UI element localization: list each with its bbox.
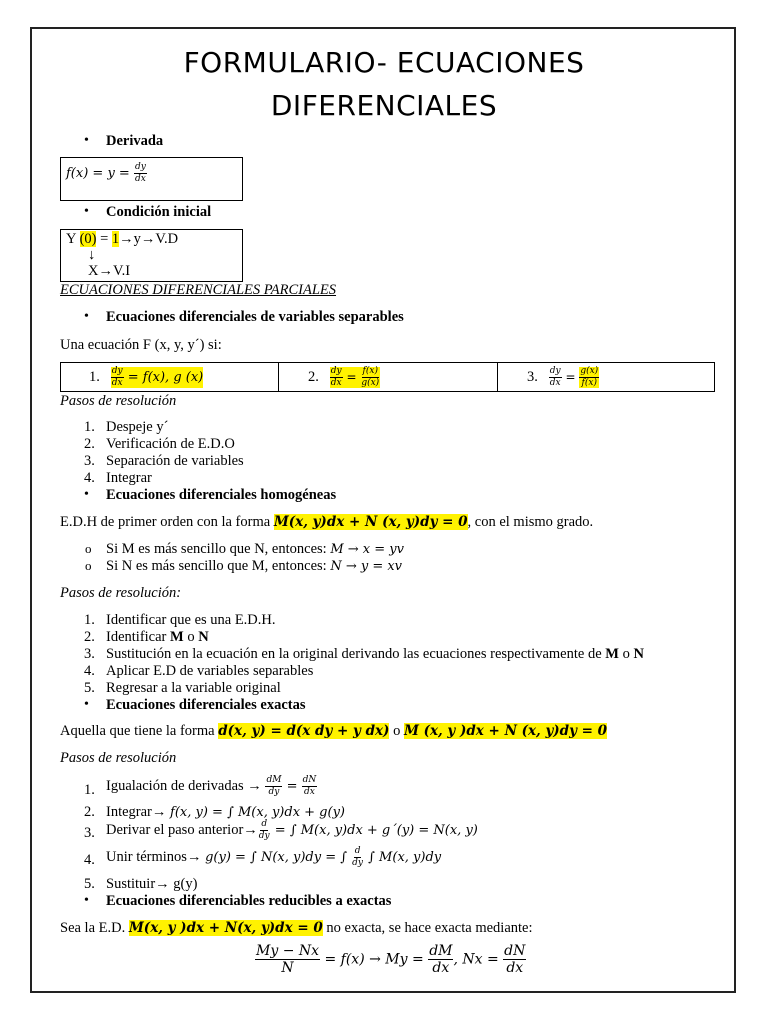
exactas-pasos-label: Pasos de resolución	[60, 750, 177, 766]
homogeneas-sub-2: Si N es más sencillo que M, entonces: N → y = xv	[106, 558, 403, 574]
circle-bullet-icon: o	[85, 541, 92, 556]
exactas-heading: Ecuaciones diferenciales exactas	[106, 697, 306, 713]
homogeneas-step-4: Aplicar E.D de variables separables	[106, 663, 314, 679]
step-num: 2.	[84, 804, 95, 820]
case-3: 3. $\frac{dy}{dx}$ = $\frac{g(x)}{f(x)}$	[527, 365, 599, 388]
exactas-step-2: Integrar→ f(x, y) = ∫ M(x, y)dx + g(y)	[106, 804, 345, 820]
derivada-lhs: f(x) = y =	[66, 166, 134, 181]
exactas-step-1: Igualación de derivadas → $\frac{dM}{dy}$ = $\frac{dN}{dx}$	[106, 775, 317, 797]
bullet-icon: •	[84, 204, 89, 219]
separables-intro: Una ecuación F (x, y, y´) si:	[60, 337, 222, 353]
case-2: 2. $\frac{dy}{dx}$ = $\frac{f(x)}{g(x)}$	[308, 365, 380, 388]
step-num: 2.	[84, 436, 95, 452]
reducibles-formula: $\frac{My - Nx}{N}$ = f(x) → My = $\frac{dM}{dx}$ , Nx = $\frac{dN}{dx}$	[256, 943, 526, 976]
exactas-step-5: Sustituir→ g(y)	[106, 876, 198, 892]
exactas-intro: Aquella que tiene la forma d(x, y) = d(x dy + y dx) o M (x, y )dx + N (x, y)dy = 0	[60, 723, 608, 739]
step-num: 3.	[84, 825, 95, 841]
step-num: 2.	[84, 629, 95, 645]
separables-step-2: Verificación de E.D.O	[106, 436, 235, 452]
title-line-1: FORMULARIO- ECUACIONES	[183, 46, 585, 79]
homogeneas-sub-1: Si M es más sencillo que N, entonces: M → x = yv	[106, 541, 404, 557]
bullet-icon: •	[84, 309, 89, 324]
step-num: 3.	[84, 646, 95, 662]
homogeneas-step-2: Identificar M o N	[106, 629, 209, 645]
separables-step-3: Separación de variables	[106, 453, 244, 469]
separables-step-1: Despeje y´	[106, 419, 169, 435]
separables-cases-table	[60, 362, 715, 392]
homogeneas-step-1: Identificar que es una E.D.H.	[106, 612, 276, 628]
derivada-box	[60, 157, 243, 201]
bullet-icon: •	[84, 893, 89, 908]
step-num: 1.	[84, 612, 95, 628]
condicion-line-1: Y (0) = 1→y→V.D	[66, 231, 179, 247]
bullet-icon: •	[84, 697, 89, 712]
derivada-fraction: $\frac{dy}{dx}$	[134, 162, 146, 184]
homogeneas-step-3: Sustitución en la ecuación en la original derivando las ecuaciones respectivamente de M o N	[106, 646, 644, 662]
homogeneas-intro: E.D.H de primer orden con la forma M(x, y)dx + N (x, y)dy = 0, con el mismo grado.	[60, 514, 594, 530]
down-arrow-icon: ↓	[88, 247, 96, 263]
separables-heading: Ecuaciones diferenciales de variables separables	[106, 309, 404, 325]
step-num: 1.	[84, 782, 95, 798]
reducibles-intro: Sea la E.D. M(x, y )dx + N(x, y)dx = 0 no exacta, se hace exacta mediante:	[60, 920, 533, 936]
step-num: 5.	[84, 680, 95, 696]
homogeneas-step-5: Regresar a la variable original	[106, 680, 281, 696]
homogeneas-pasos-label: Pasos de resolución:	[60, 585, 182, 601]
title-line-2: DIFERENCIALES	[270, 89, 498, 122]
step-num: 4.	[84, 470, 95, 486]
exactas-step-3: Derivar el paso anterior→ $\frac{d}{dy}$ = ∫ M(x, y)dx + g´(y) = N(x, y)	[106, 819, 478, 841]
bullet-icon: •	[84, 133, 89, 148]
circle-bullet-icon: o	[85, 558, 92, 573]
step-num: 1.	[84, 419, 95, 435]
condicion-heading: Condición inicial	[106, 204, 212, 220]
case-1: 1. $\frac{dy}{dx}$ = f(x), g (x)	[89, 365, 204, 388]
homogeneas-heading: Ecuaciones diferenciales homogéneas	[106, 487, 337, 503]
bullet-icon: •	[84, 487, 89, 502]
step-num: 4.	[84, 663, 95, 679]
step-num: 3.	[84, 453, 95, 469]
reducibles-heading: Ecuaciones diferenciables reducibles a exactas	[106, 893, 392, 909]
exactas-step-4: Unir términos→ g(y) = ∫ N(x, y)dy = ∫ $\frac{d}{dy}$ ∫ M(x, y)dy	[106, 846, 442, 868]
separables-step-4: Integrar	[106, 470, 152, 486]
derivada-heading: Derivada	[106, 133, 164, 149]
step-num: 5.	[84, 876, 95, 892]
separables-pasos-label: Pasos de resolución	[60, 393, 177, 409]
condicion-box	[60, 229, 243, 282]
condicion-line-3: X→V.I	[88, 263, 131, 279]
step-num: 4.	[84, 852, 95, 868]
parciales-heading: ECUACIONES DIFERENCIALES PARCIALES	[60, 282, 337, 298]
